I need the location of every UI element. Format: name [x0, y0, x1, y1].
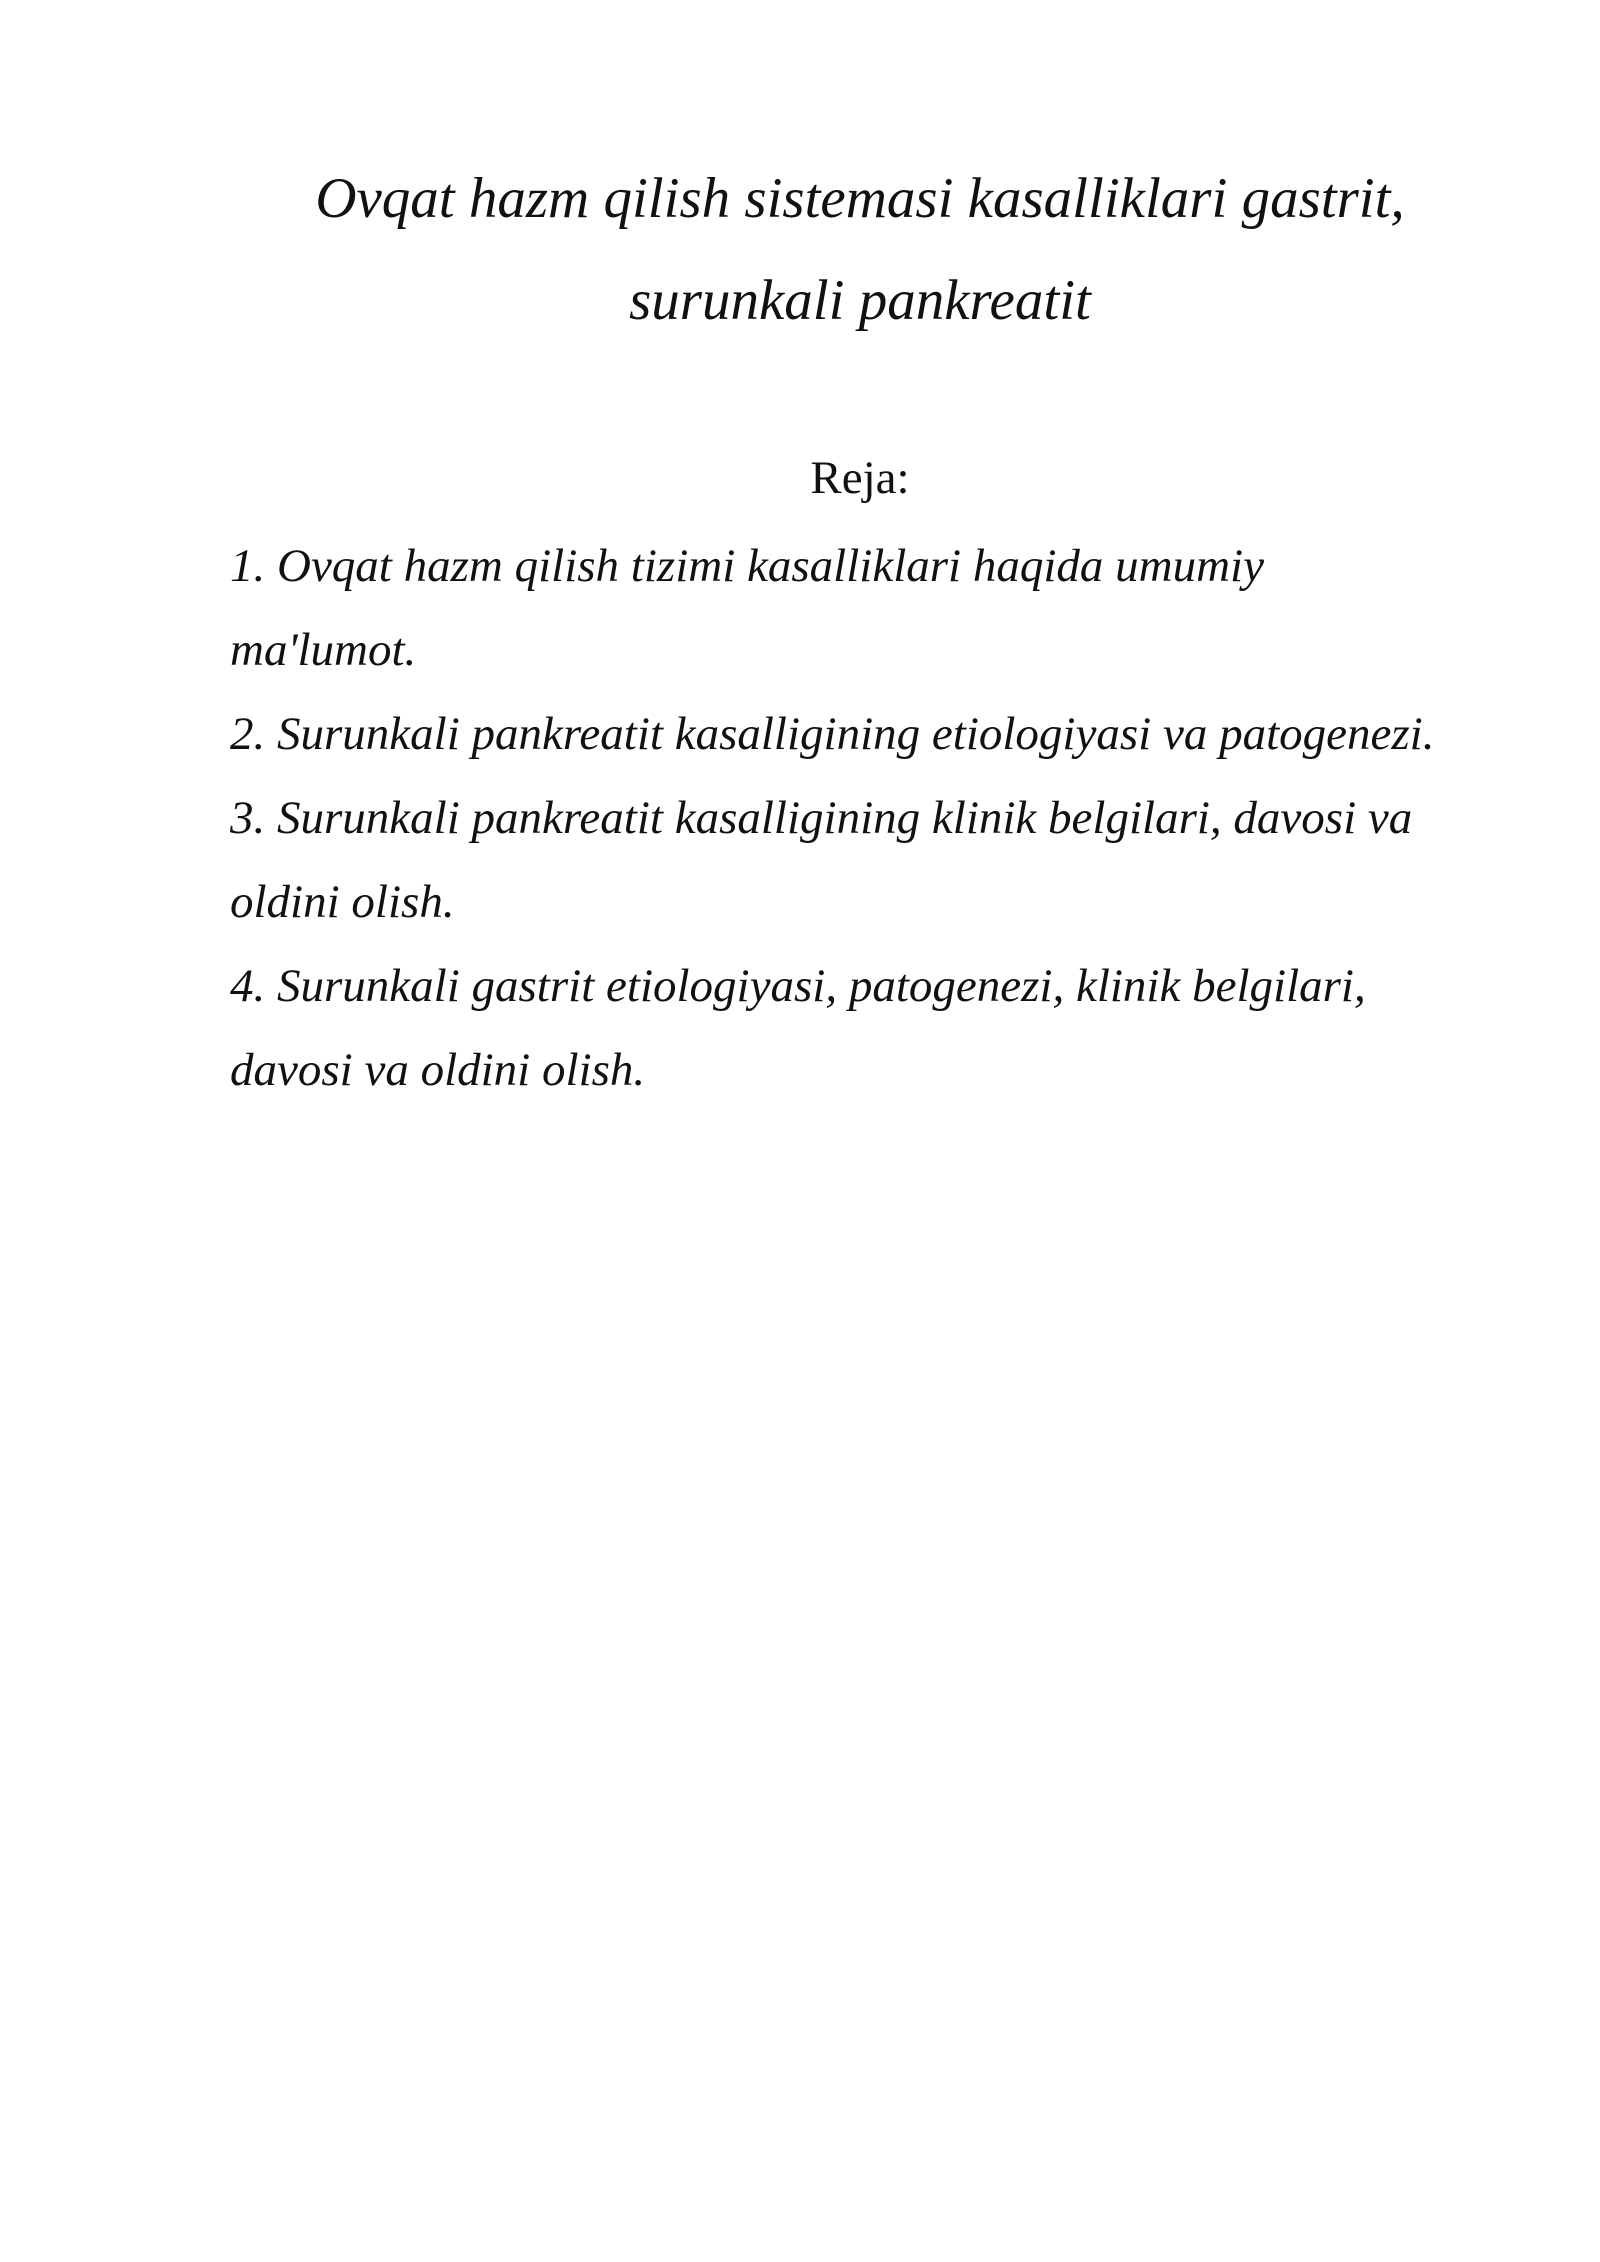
document-title-line-2: surunkali pankreatit [629, 269, 1091, 332]
plan-item-4-line-2: davosi va oldini olish. [230, 1044, 646, 1096]
plan-item-2 [230, 692, 1530, 776]
plan-heading: Reja: [810, 452, 910, 504]
plan-item-2-line-1: 2. Surunkali pankreatit kasalligining etiologiyasi va patogenezi. [230, 708, 1435, 760]
document-title-line-1: Ovqat hazm qilish sistemasi kasalliklari gastrit, [315, 167, 1405, 230]
plan-item-3 [230, 776, 1530, 944]
plan-item-1-line-2: ma'lumot. [230, 624, 417, 676]
document-title [230, 148, 1490, 352]
plan-list [230, 524, 1530, 1112]
plan-item-1-line-1: 1. Ovqat hazm qilish tizimi kasalliklari haqida umumiy [230, 540, 1264, 592]
plan-item-3-line-1: 3. Surunkali pankreatit kasalligining klinik belgilari, davosi va [230, 792, 1413, 844]
plan-item-3-line-2: oldini olish. [230, 876, 455, 928]
plan-item-4 [230, 944, 1530, 1112]
plan-item-4-line-1: 4. Surunkali gastrit etiologiyasi, patogenezi, klinik belgilari, [230, 960, 1366, 1012]
plan-item-1 [230, 524, 1530, 692]
